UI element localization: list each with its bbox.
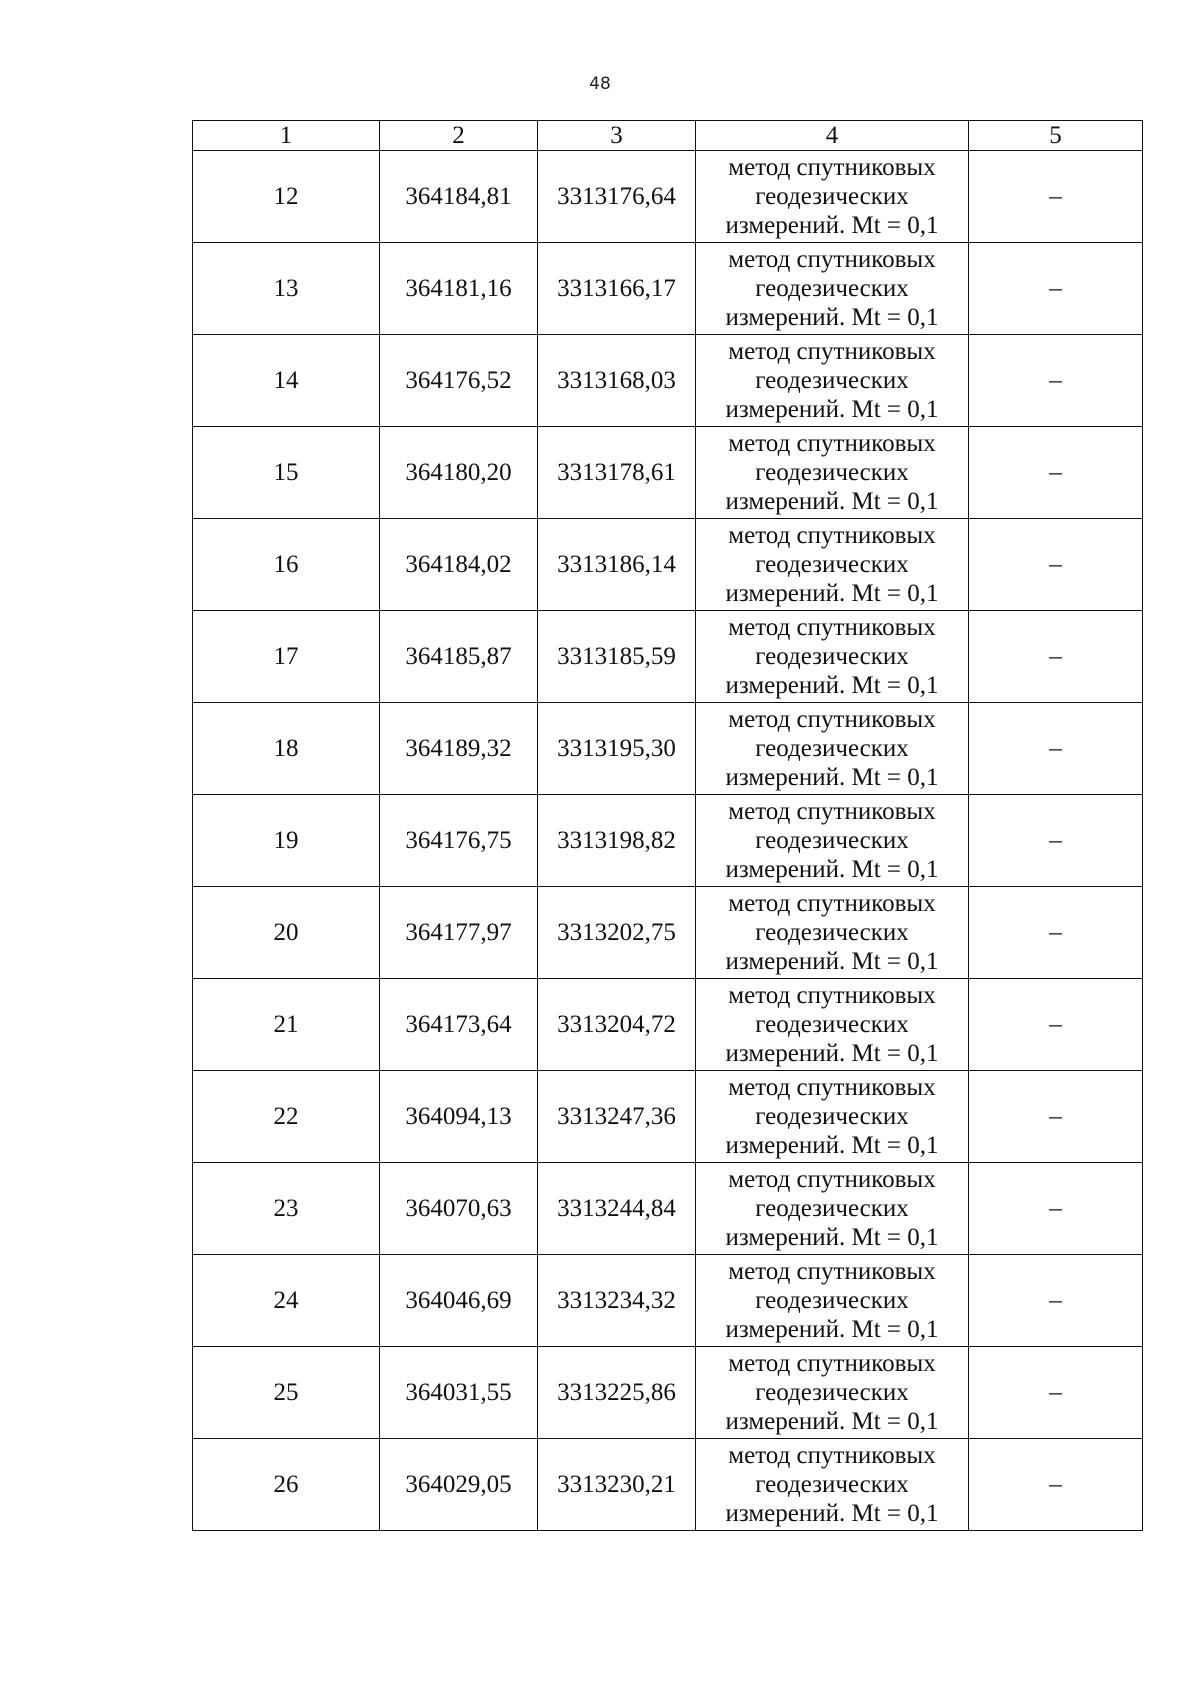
method-line: измерений. Mt = 0,1 [725, 1408, 939, 1435]
coordinate-y: 3313186,14 [538, 519, 696, 611]
coordinate-x: 364177,97 [380, 887, 538, 979]
coordinate-y: 3313166,17 [538, 243, 696, 335]
method-cell [696, 243, 969, 335]
coordinate-y: 3313202,75 [538, 887, 696, 979]
header-row [193, 121, 1143, 151]
method-line: геодезических [755, 1195, 909, 1222]
note-cell: – [969, 611, 1143, 703]
header-col-5: 5 [969, 121, 1143, 151]
note-cell: – [969, 887, 1143, 979]
method-cell [696, 1071, 969, 1163]
method-cell [696, 519, 969, 611]
note-cell: – [969, 1163, 1143, 1255]
note-cell: – [969, 1071, 1143, 1163]
coordinate-y: 3313185,59 [538, 611, 696, 703]
coordinate-y: 3313204,72 [538, 979, 696, 1071]
coordinate-y: 3313244,84 [538, 1163, 696, 1255]
coordinate-x: 364184,02 [380, 519, 538, 611]
method-line: геодезических [755, 1103, 909, 1130]
method-line: измерений. Mt = 0,1 [725, 304, 939, 331]
table-row [193, 519, 1143, 611]
method-cell [696, 1163, 969, 1255]
method-cell [696, 335, 969, 427]
method-line: геодезических [755, 1287, 909, 1314]
method-line: метод спутниковых [728, 1258, 936, 1285]
coordinate-x: 364189,32 [380, 703, 538, 795]
coordinate-x: 364173,64 [380, 979, 538, 1071]
method-line: измерений. Mt = 0,1 [725, 580, 939, 607]
point-number: 14 [193, 335, 380, 427]
method-line: метод спутниковых [728, 246, 936, 273]
point-number: 25 [193, 1347, 380, 1439]
note-cell: – [969, 427, 1143, 519]
table-body [193, 151, 1143, 1531]
method-line: измерений. Mt = 0,1 [725, 1224, 939, 1251]
coordinate-x: 364181,16 [380, 243, 538, 335]
table-row [193, 427, 1143, 519]
coordinate-y: 3313176,64 [538, 151, 696, 243]
method-cell [696, 703, 969, 795]
method-line: геодезических [755, 459, 909, 486]
method-line: метод спутниковых [728, 890, 936, 917]
note-cell: – [969, 979, 1143, 1071]
point-number: 19 [193, 795, 380, 887]
coordinate-y: 3313198,82 [538, 795, 696, 887]
method-line: метод спутниковых [728, 1350, 936, 1377]
method-line: геодезических [755, 1471, 909, 1498]
note-cell: – [969, 1347, 1143, 1439]
method-line: метод спутниковых [728, 982, 936, 1009]
coordinate-y: 3313195,30 [538, 703, 696, 795]
method-cell [696, 1347, 969, 1439]
point-number: 18 [193, 703, 380, 795]
method-cell [696, 1439, 969, 1531]
note-cell: – [969, 335, 1143, 427]
table-row [193, 1439, 1143, 1531]
method-line: измерений. Mt = 0,1 [725, 212, 939, 239]
method-line: измерений. Mt = 0,1 [725, 1132, 939, 1159]
method-cell [696, 151, 969, 243]
table-row [193, 611, 1143, 703]
note-cell: – [969, 243, 1143, 335]
note-cell: – [969, 1439, 1143, 1531]
coordinate-y: 3313168,03 [538, 335, 696, 427]
coordinate-y: 3313247,36 [538, 1071, 696, 1163]
point-number: 23 [193, 1163, 380, 1255]
point-number: 17 [193, 611, 380, 703]
point-number: 21 [193, 979, 380, 1071]
method-line: геодезических [755, 367, 909, 394]
point-number: 20 [193, 887, 380, 979]
header-col-4: 4 [696, 121, 969, 151]
coordinate-x: 364070,63 [380, 1163, 538, 1255]
coordinate-x: 364176,52 [380, 335, 538, 427]
table-row [193, 979, 1143, 1071]
method-line: метод спутниковых [728, 1442, 936, 1469]
note-cell: – [969, 519, 1143, 611]
method-line: метод спутниковых [728, 706, 936, 733]
note-cell: – [969, 151, 1143, 243]
coordinate-x: 364094,13 [380, 1071, 538, 1163]
point-number: 13 [193, 243, 380, 335]
method-line: измерений. Mt = 0,1 [725, 856, 939, 883]
method-line: метод спутниковых [728, 614, 936, 641]
coordinate-x: 364029,05 [380, 1439, 538, 1531]
method-line: геодезических [755, 275, 909, 302]
method-line: метод спутниковых [728, 1074, 936, 1101]
coordinate-x: 364180,20 [380, 427, 538, 519]
table-row [193, 1163, 1143, 1255]
coordinate-y: 3313178,61 [538, 427, 696, 519]
method-line: геодезических [755, 643, 909, 670]
coordinate-x: 364185,87 [380, 611, 538, 703]
method-line: измерений. Mt = 0,1 [725, 1316, 939, 1343]
method-line: геодезических [755, 183, 909, 210]
method-line: геодезических [755, 1379, 909, 1406]
method-cell [696, 979, 969, 1071]
coordinate-x: 364046,69 [380, 1255, 538, 1347]
method-line: геодезических [755, 551, 909, 578]
coordinate-y: 3313234,32 [538, 1255, 696, 1347]
table-header [193, 121, 1143, 151]
header-col-3: 3 [538, 121, 696, 151]
method-line: метод спутниковых [728, 1166, 936, 1193]
table-row [193, 1255, 1143, 1347]
method-cell [696, 887, 969, 979]
coordinate-x: 364184,81 [380, 151, 538, 243]
point-number: 24 [193, 1255, 380, 1347]
table-row [193, 1071, 1143, 1163]
method-line: метод спутниковых [728, 430, 936, 457]
table-row [193, 795, 1143, 887]
method-line: геодезических [755, 827, 909, 854]
note-cell: – [969, 795, 1143, 887]
table-row [193, 151, 1143, 243]
method-line: метод спутниковых [728, 154, 936, 181]
coordinate-y: 3313225,86 [538, 1347, 696, 1439]
method-line: измерений. Mt = 0,1 [725, 1500, 939, 1527]
table-row [193, 1347, 1143, 1439]
method-line: измерений. Mt = 0,1 [725, 1040, 939, 1067]
point-number: 12 [193, 151, 380, 243]
method-line: измерений. Mt = 0,1 [725, 948, 939, 975]
note-cell: – [969, 703, 1143, 795]
point-number: 26 [193, 1439, 380, 1531]
method-cell [696, 795, 969, 887]
method-line: измерений. Mt = 0,1 [725, 764, 939, 791]
point-number: 15 [193, 427, 380, 519]
page-number: 48 [589, 74, 611, 94]
coordinate-y: 3313230,21 [538, 1439, 696, 1531]
note-cell: – [969, 1255, 1143, 1347]
method-cell [696, 611, 969, 703]
method-line: измерений. Mt = 0,1 [725, 488, 939, 515]
point-number: 16 [193, 519, 380, 611]
header-col-1: 1 [193, 121, 380, 151]
table-row [193, 703, 1143, 795]
method-cell [696, 1255, 969, 1347]
coordinate-x: 364176,75 [380, 795, 538, 887]
method-line: геодезических [755, 735, 909, 762]
method-line: метод спутниковых [728, 522, 936, 549]
method-line: геодезических [755, 919, 909, 946]
method-line: геодезических [755, 1011, 909, 1038]
method-line: измерений. Mt = 0,1 [725, 672, 939, 699]
method-line: измерений. Mt = 0,1 [725, 396, 939, 423]
method-line: метод спутниковых [728, 798, 936, 825]
table-row [193, 243, 1143, 335]
coordinate-x: 364031,55 [380, 1347, 538, 1439]
method-line: метод спутниковых [728, 338, 936, 365]
table-row [193, 887, 1143, 979]
method-cell [696, 427, 969, 519]
point-number: 22 [193, 1071, 380, 1163]
header-col-2: 2 [380, 121, 538, 151]
table-row [193, 335, 1143, 427]
coordinates-table [192, 120, 1143, 1531]
